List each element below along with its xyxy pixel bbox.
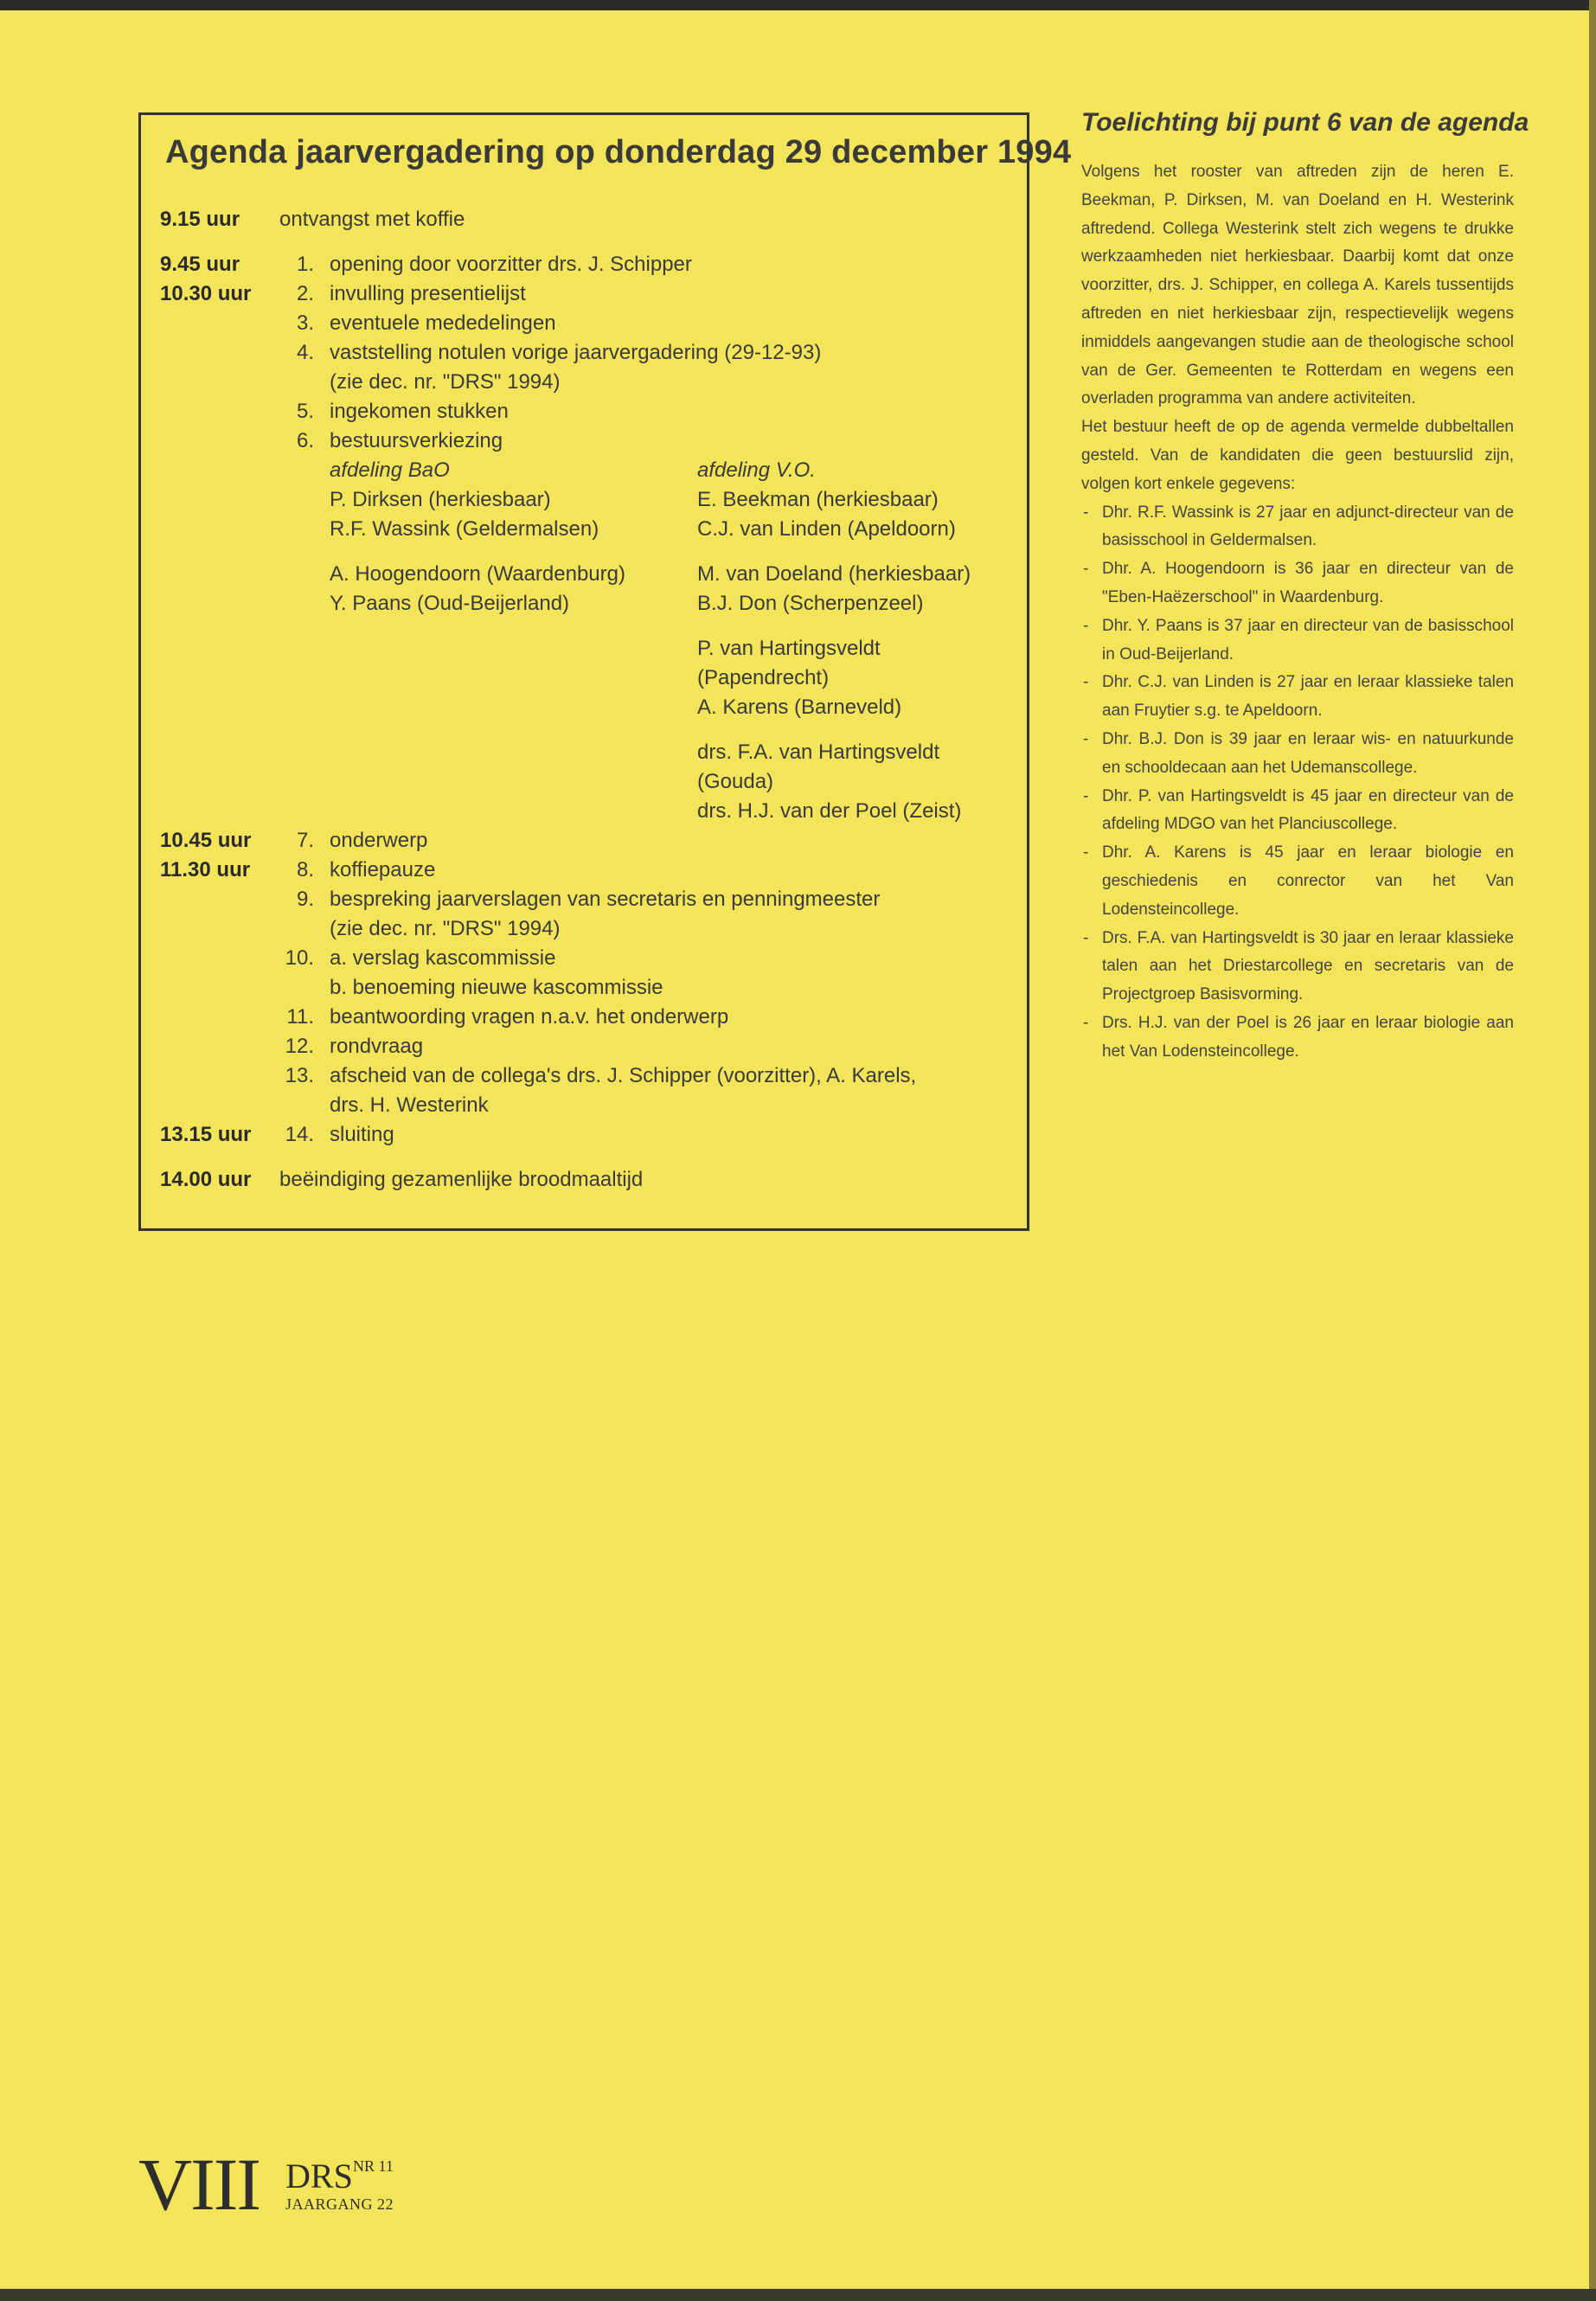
item-number: 1. [296, 253, 314, 276]
candidate: A. Karens (Barneveld) [697, 695, 902, 719]
page-number: VIII [138, 2143, 260, 2226]
candidate: C.J. van Linden (Apeldoorn) [697, 517, 956, 541]
agenda-item: vaststelling notulen vorige jaarvergadering (29-12-93) [330, 341, 822, 364]
candidate: drs. H.J. van der Poel (Zeist) [697, 799, 962, 823]
candidate-note: - Dhr. A. Hoogendoorn is 36 jaar en directeur van de "Eben-Haëzerschool" in Waardenburg. [1081, 555, 1514, 612]
candidate-note: - Dhr. B.J. Don is 39 jaar en leraar wis- en natuurkunde en schooldecaan aan het Udemanscollege. [1081, 726, 1514, 783]
agenda-item: afscheid van de collega's drs. J. Schipper (voorzitter), A. Karels, [330, 1064, 917, 1087]
item-number: 3. [296, 311, 314, 335]
agenda-item: eventuele mededelingen [330, 311, 556, 335]
item-number: 10. [285, 946, 314, 970]
item-number: 9. [296, 888, 314, 911]
candidate-note: - Drs. H.J. van der Poel is 26 jaar en leraar biologie aan het Van Lodensteincollege. [1081, 1009, 1514, 1067]
agenda-item: b. benoeming nieuwe kascommissie [330, 976, 663, 999]
issue-number: NR 11 [353, 2157, 394, 2175]
agenda-item: bestuursverkiezing [330, 429, 503, 452]
item-number: 14. [285, 1123, 314, 1146]
agenda-item: invulling presentielijst [330, 282, 526, 305]
item-number: 6. [296, 429, 314, 452]
candidate-note: - Dhr. P. van Hartingsveldt is 45 jaar en directeur van de afdeling MDGO van het Planciuscollege. [1081, 783, 1514, 840]
agenda-item: bespreking jaarverslagen van secretaris en penningmeester [330, 888, 881, 911]
candidate: Y. Paans (Oud-Beijerland) [330, 592, 570, 615]
time-label: 14.00 uur [160, 1168, 252, 1191]
agenda-line: beëindiging gezamenlijke broodmaaltijd [279, 1168, 644, 1191]
candidate: A. Hoogendoorn (Waardenburg) [330, 562, 625, 586]
candidate-note: - Dhr. R.F. Wassink is 27 jaar en adjunct-directeur van de basisschool in Geldermalsen. [1081, 499, 1514, 556]
agenda-item: rondvraag [330, 1035, 424, 1058]
time-label: 10.30 uur [160, 282, 252, 305]
item-number: 5. [296, 400, 314, 423]
item-number: 8. [296, 858, 314, 881]
candidate: P. van Hartingsveldt [697, 637, 881, 660]
agenda-item: sluiting [330, 1123, 394, 1146]
agenda-item: drs. H. Westerink [330, 1093, 489, 1117]
time-label: 9.45 uur [160, 253, 240, 276]
item-number: 13. [285, 1064, 314, 1087]
candidate: drs. F.A. van Hartingsveldt [697, 740, 940, 764]
explanation-title: Toelichting bij punt 6 van de agenda [1081, 108, 1529, 137]
candidate-note: - Dhr. C.J. van Linden is 27 jaar en leraar klassieke talen aan Fruytier s.g. te Apeldoorn. [1081, 669, 1514, 726]
candidate: (Gouda) [697, 770, 774, 793]
candidate: E. Beekman (herkiesbaar) [697, 488, 939, 511]
item-number: 11. [286, 1005, 314, 1029]
scan-bottom-edge [0, 2289, 1596, 2301]
time-label: 11.30 uur [160, 858, 251, 881]
agenda-item: opening door voorzitter drs. J. Schipper [330, 253, 692, 276]
item-number: 4. [296, 341, 314, 364]
item-number: 12. [285, 1035, 314, 1058]
candidate: P. Dirksen (herkiesbaar) [330, 488, 551, 511]
time-label: 9.15 uur [160, 208, 240, 231]
agenda-title: Agenda jaarvergadering op donderdag 29 december 1994 [165, 134, 1072, 170]
time-label: 10.45 uur [160, 829, 252, 852]
agenda-line: ontvangst met koffie [279, 208, 465, 231]
agenda-item: onderwerp [330, 829, 428, 852]
agenda-box [138, 112, 1072, 1231]
candidate: (Papendrecht) [697, 666, 830, 689]
agenda-item: koffiepauze [330, 858, 436, 881]
item-number: 7. [296, 829, 314, 852]
election-heading-vo: afdeling V.O. [697, 458, 816, 482]
candidate-note: - Dhr. A. Karens is 45 jaar en leraar biologie en geschiedenis en conrector van het Van Lodensteincollege. [1081, 839, 1514, 924]
item-number: 2. [296, 282, 314, 305]
candidate-list [1081, 499, 1514, 1067]
explanation-paragraph: Het bestuur heeft de op de agenda vermelde dubbeltallen gesteld. Van de kandidaten die geen bestuurslid zijn, volgen kort enkele gegevens: [1081, 418, 1514, 493]
magazine-name: DRS [285, 2157, 353, 2195]
scan-top-edge [0, 0, 1596, 10]
agenda-item: (zie dec. nr. "DRS" 1994) [330, 917, 561, 940]
time-label: 13.15 uur [160, 1123, 252, 1146]
explanation-column [1081, 108, 1529, 1067]
candidate: M. van Doeland (herkiesbaar) [697, 562, 971, 586]
candidate: R.F. Wassink (Geldermalsen) [330, 517, 599, 541]
volume-label: JAARGANG 22 [285, 2195, 394, 2213]
scan-right-edge [1589, 0, 1596, 2301]
candidate-note: - Drs. F.A. van Hartingsveldt is 30 jaar en leraar klassieke talen aan het Driestarcollege en secretaris van de Projectgroep Basisvorming. [1081, 925, 1514, 1009]
candidate-note: - Dhr. Y. Paans is 37 jaar en directeur van de basisschool in Oud-Beijerland. [1081, 612, 1514, 670]
agenda-item: a. verslag kascommissie [330, 946, 556, 970]
election-heading-bao: afdeling BaO [330, 458, 450, 482]
explanation-paragraph: Volgens het rooster van aftreden zijn de heren E. Beekman, P. Dirksen, M. van Doeland en H. Westerink aftredend. Collega Westerink stelt zich wegens te drukke werkzaamheden niet herkiesbaar. Daarbij komt dat onze voorzitter, drs. J. Schipper, en collega A. Karels tussentijds aftreden en niet herkiesbaar zijn, respectievelijk wegens inmiddels aangevangen studie aan de theologische school van de Ger. Gemeenten te Rotterdam en wegens een overladen programma van andere activiteiten. [1081, 163, 1514, 408]
agenda-item: beantwoording vragen n.a.v. het onderwerp [330, 1005, 729, 1029]
candidate: B.J. Don (Scherpenzeel) [697, 592, 924, 615]
agenda-item: ingekomen stukken [330, 400, 509, 423]
agenda-item: (zie dec. nr. "DRS" 1994) [330, 370, 561, 394]
